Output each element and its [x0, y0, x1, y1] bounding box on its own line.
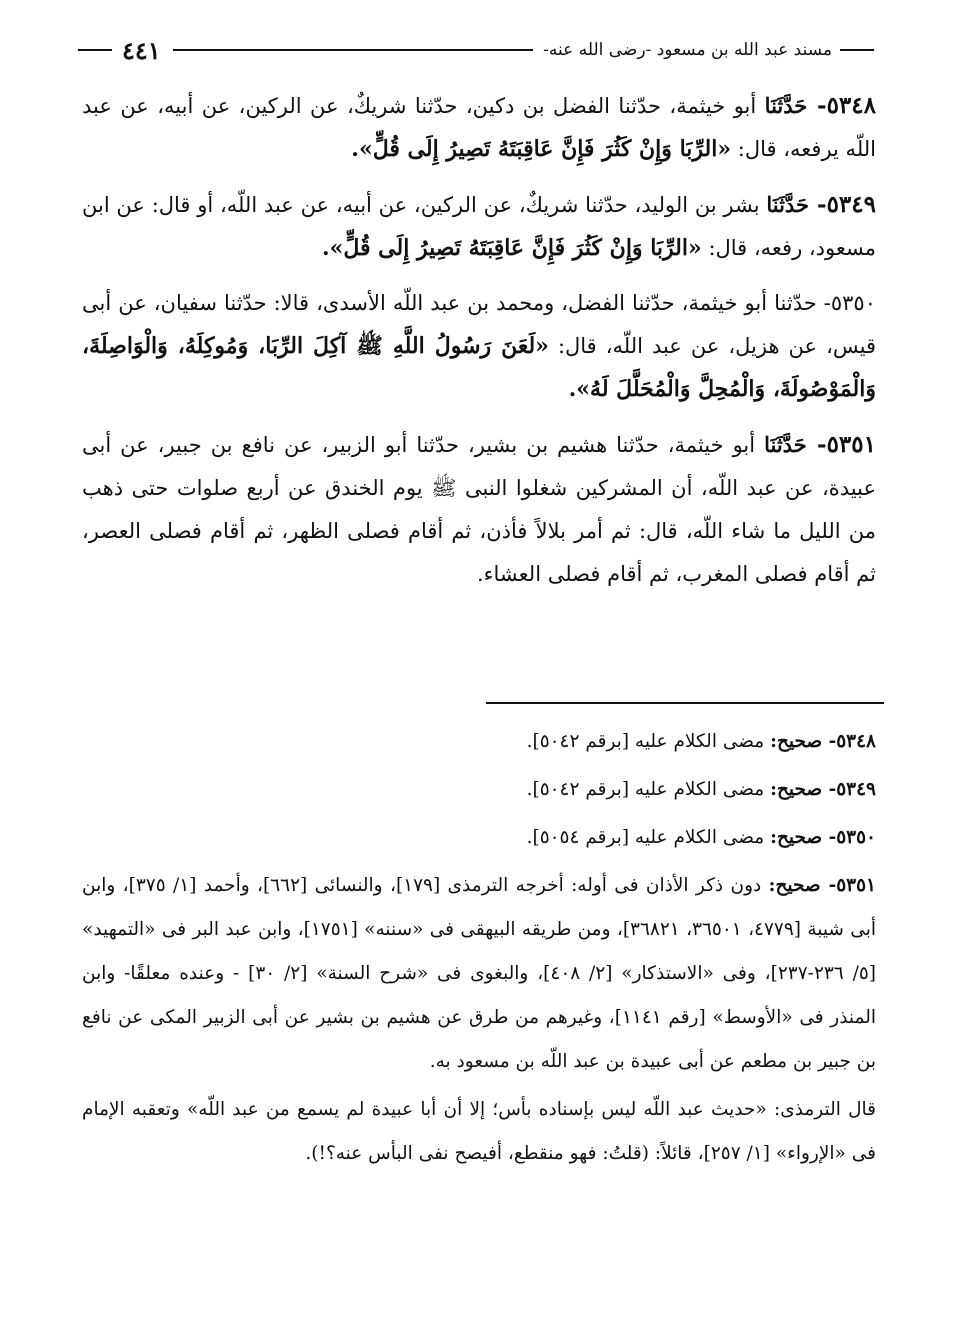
- narration-lead: حَدَّثَنَا: [764, 93, 808, 118]
- hadith-paragraph: ٥٣٥١- حَدَّثَنَا أبو خيثمة، حدّثنا هشيم بن بشير، حدّثنا أبو الزبير، عن نافع بن جبير، عن أبى عبيدة، عن عبد اللّه، أن المشركين شغلوا النبى ﷺ يوم الخندق عن أربع صلوات حتى ذهب من الليل ما شاء اللّه، قال: ثم أمر بلالاً فأذن، ثم أقام فصلى الظهر، ثم أقام فصلى العصر، ثم أقام فصلى المغرب، ثم أقام فصلى العشاء.: [82, 431, 876, 586]
- page-number: ٤٤١: [122, 35, 161, 65]
- footnote-divider: [486, 702, 884, 704]
- hadith-number: ٥٣٥١: [826, 431, 876, 458]
- footnote-number: ٥٣٥٠: [836, 827, 876, 848]
- header-rule: [173, 49, 534, 51]
- footnote-number: ٥٣٤٩: [836, 779, 876, 800]
- header-rule: [78, 49, 112, 51]
- footnote: ٥٣٤٩- صحيح: مضى الكلام عليه [برقم ٥٠٤٢].: [526, 779, 876, 800]
- footnote-number: ٥٣٥١: [836, 875, 876, 896]
- closing-note-text: قال الترمذى: «حديث عبد اللّه ليس بإسناده بأس؛ إلا أن أبا عبيدة لم يسمع من عبد اللّه» وتعقبه الإمام فى «الإرواء» [١/ ٢٥٧]، قائلاً: (قلتُ: فهو منقطع، أفيصح نفى البأس عنه؟!).: [82, 1099, 876, 1164]
- narration-lead: حدّثنا: [774, 291, 817, 315]
- isnad-chain: أبو خيثمة، حدّثنا الفضل بن دكين، حدّثنا شريكٌ، عن الركين، عن أبيه، عن عبد اللّه يرفعه، قال:: [82, 94, 876, 161]
- running-header: [78, 30, 874, 70]
- footnote-text: مضى الكلام عليه [برقم ٥٠٤٢].: [526, 779, 765, 800]
- footnotes: [82, 720, 876, 1180]
- footnote-text: مضى الكلام عليه [برقم ٥٠٥٤].: [526, 827, 765, 848]
- hadith-text: [82, 84, 876, 608]
- hadith-number: ٥٣٤٩: [826, 191, 876, 218]
- header-title: مسند عبد الله بن مسعود -رضى الله عنه-: [543, 40, 832, 60]
- hadith-paragraph: ٥٣٥٠- حدّثنا أبو خيثمة، حدّثنا الفضل، ومحمد بن عبد اللّه الأسدى، قالا: حدّثنا سفيان، عن أبى قيس، عن هزيل، عن عبد اللّه، قال: «لَعَنَ رَسُولُ اللَّهِ ﷺ آكِلَ الرِّبَا، وَمُوكِلَهُ، وَالْوَاصِلَةَ، وَالْمَوْصُولَةَ، وَالْمُحِلَّ وَالْمُحَلَّلَ لَهُ».: [82, 291, 876, 402]
- footnote-grade: صحيح:: [770, 779, 823, 800]
- footnote-number: ٥٣٤٨: [836, 731, 876, 752]
- hadith-number: ٥٣٤٨: [826, 92, 876, 119]
- footnote-grade: صحيح:: [770, 827, 823, 848]
- matn-text: «الرِّبَا وَإِنْ كَثُرَ فَإِنَّ عَاقِبَتَهُ تَصِيرُ إِلَى قُلٍّ».: [351, 136, 732, 162]
- footnote-text: دون ذكر الأذان فى أوله: أخرجه الترمذى [١٧٩]، والنسائى [٦٦٢]، وأحمد [١/ ٣٧٥]، وابن أبى شيبة [٤٧٧٩، ٣٦٥٠١، ٣٦٨٢١]، ومن طريقه البيهقى فى «سننه» [١٧٥١]، وابن عبد البر فى «التمهيد» [٥/ ٢٣٦-٢٣٧]، وفى «الاستذكار» [٢/ ٤٠٨]، والبغوى فى «شرح السنة» [٢/ ٣٠] - وعنده معلقًا- وابن المنذر فى «الأوسط» [رقم ١١٤١]، وغيرهم من طرق عن هشيم بن بشير عن أبى الزبير المكى عن نافع بن جبير بن مطعم عن أبى عبيدة بن عبد اللّه بن مسعود به.: [82, 875, 876, 1072]
- footnote: ٥٣٤٨- صحيح: مضى الكلام عليه [برقم ٥٠٤٢].: [526, 731, 876, 752]
- hadith-paragraph: ٥٣٤٩- حَدَّثَنَا بشر بن الوليد، حدّثنا شريكٌ، عن الركين، عن أبيه، عن عبد اللّه، أو قال: عن ابن مسعود، رفعه، قال: «الرِّبَا وَإِنْ كَثُرَ فَإِنَّ عَاقِبَتَهُ تَصِيرُ إِلَى قُلٍّ».: [82, 191, 876, 261]
- footnote: ٥٣٥١- صحيح: دون ذكر الأذان فى أوله: أخرجه الترمذى [١٧٩]، والنسائى [٦٦٢]، وأحمد [١/ ٣٧٥]، وابن أبى شيبة [٤٧٧٩، ٣٦٥٠١، ٣٦٨٢١]، ومن طريقه البيهقى فى «سننه» [١٧٥١]، وابن عبد البر فى «التمهيد» [٥/ ٢٣٦-٢٣٧]، وفى «الاستذكار» [٢/ ٤٠٨]، والبغوى فى «شرح السنة» [٢/ ٣٠] - وعنده معلقًا- وابن المنذر فى «الأوسط» [رقم ١١٤١]، وغيرهم من طرق عن هشيم بن بشير عن أبى الزبير المكى عن نافع بن جبير بن مطعم عن أبى عبيدة بن عبد اللّه بن مسعود به.: [82, 875, 876, 1072]
- footnote-text: مضى الكلام عليه [برقم ٥٠٤٢].: [526, 731, 765, 752]
- header-rule: [840, 49, 874, 51]
- footnote-grade: صحيح:: [770, 731, 823, 752]
- hadith-paragraph: ٥٣٤٨- حَدَّثَنَا أبو خيثمة، حدّثنا الفضل بن دكين، حدّثنا شريكٌ، عن الركين، عن أبيه، عن عبد اللّه يرفعه، قال: «الرِّبَا وَإِنْ كَثُرَ فَإِنَّ عَاقِبَتَهُ تَصِيرُ إِلَى قُلٍّ».: [82, 92, 876, 162]
- matn-text: «لَعَنَ رَسُولُ اللَّهِ ﷺ آكِلَ الرِّبَا، وَمُوكِلَهُ، وَالْوَاصِلَةَ، وَالْمَوْصُولَةَ، وَالْمُحِلَّ وَالْمُحَلَّلَ لَهُ».: [82, 333, 876, 402]
- tirmidhi-note: [82, 1088, 876, 1176]
- narration-lead: حَدَّثَنَا: [766, 192, 809, 217]
- narration-lead: حَدَّثَنَا: [764, 432, 807, 457]
- hadith-number: ٥٣٥٠: [830, 291, 876, 315]
- matn-text: «الرِّبَا وَإِنْ كَثُرَ فَإِنَّ عَاقِبَتَهُ تَصِيرُ إِلَى قُلٍّ».: [321, 235, 702, 261]
- isnad-chain: أبو خيثمة، حدّثنا هشيم بن بشير، حدّثنا أبو الزبير، عن نافع بن جبير، عن أبى عبيدة، عن عبد اللّه، أن المشركين شغلوا النبى ﷺ يوم الخندق عن أربع صلوات حتى ذهب من الليل ما شاء اللّه، قال: ثم أمر بلالاً فأذن، ثم أقام فصلى الظهر، ثم أقام فصلى العصر، ثم أقام فصلى المغرب، ثم أقام فصلى العشاء.: [82, 433, 876, 586]
- isnad-chain: بشر بن الوليد، حدّثنا شريكٌ، عن الركين، عن أبيه، عن عبد اللّه، أو قال: عن ابن مسعود، رفعه، قال:: [82, 193, 876, 260]
- footnote: ٥٣٥٠- صحيح: مضى الكلام عليه [برقم ٥٠٥٤].: [526, 827, 876, 848]
- footnote-grade: صحيح:: [768, 875, 821, 896]
- isnad-chain: أبو خيثمة، حدّثنا الفضل، ومحمد بن عبد اللّه الأسدى، قالا: حدّثنا سفيان، عن أبى قيس، عن هزيل، عن عبد اللّه، قال:: [82, 291, 876, 358]
